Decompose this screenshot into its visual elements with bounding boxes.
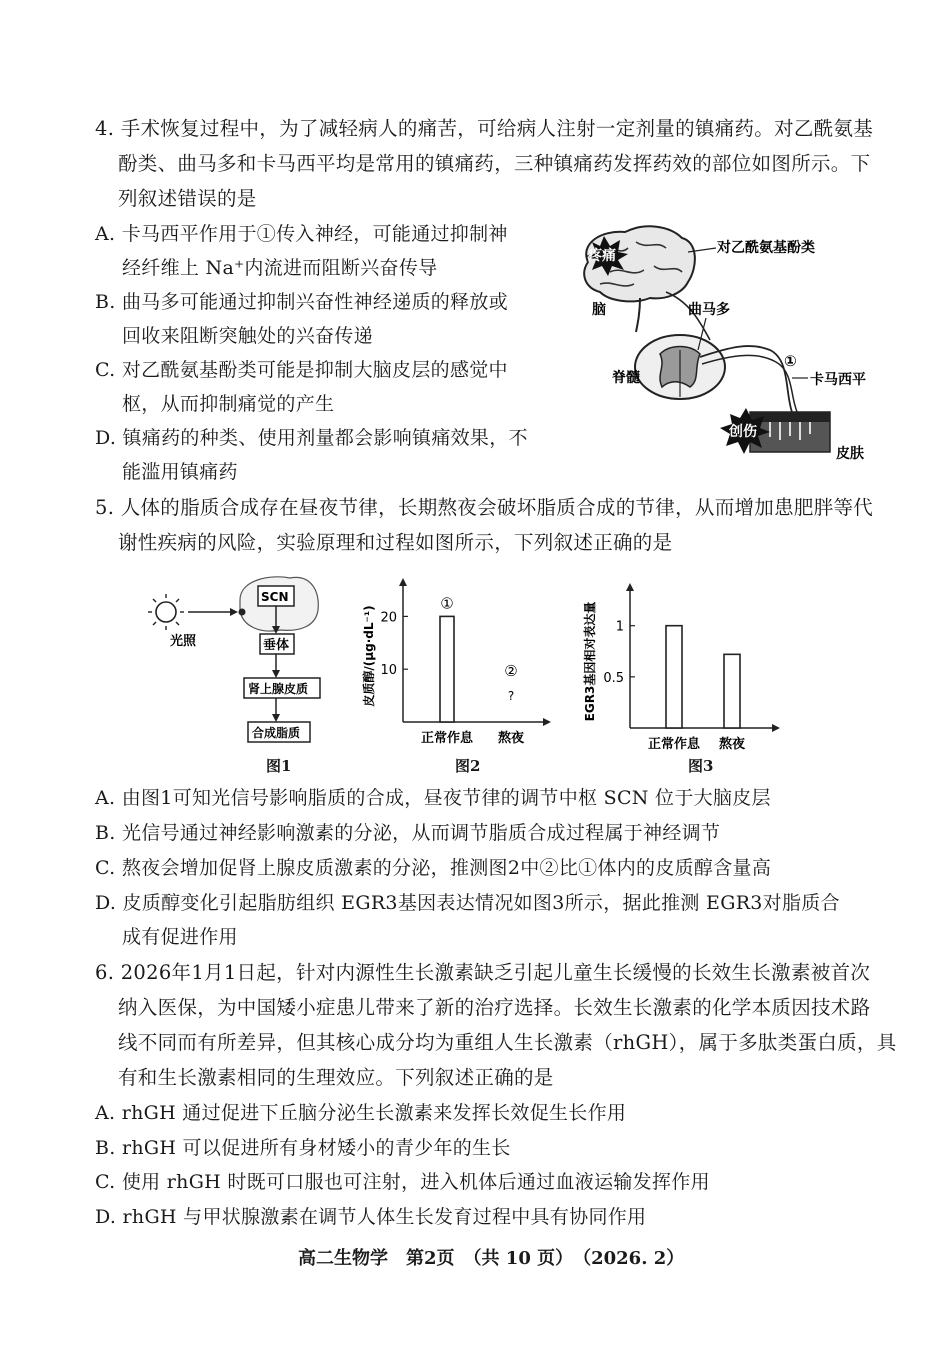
q4-option-b-line-2: 回收来阻断突触处的兴奋传递 [122, 325, 373, 347]
figure-3-caption: 图3 [688, 757, 714, 775]
figure-2-caption: 图2 [455, 757, 481, 775]
skin-label: 皮肤 [836, 446, 864, 462]
q4-stem-line-3: 列叙述错误的是 [118, 187, 257, 210]
q4-option-d-line-1: D. 镇痛药的种类、使用剂量都会影响镇痛效果，不 [95, 427, 528, 449]
x-tick-label: 正常作息 [420, 731, 474, 746]
q5-stem-line-1: 5. 人体的脂质合成存在昼夜节律，长期熬夜会破坏脂质合成的节律，从而增加患肥胖等代 [95, 496, 874, 519]
q4-option-c-line-1: C. 对乙酰氨基酚类可能是抑制大脑皮层的感觉中 [95, 359, 508, 381]
bar [440, 616, 454, 722]
q4-option-c-line-2: 枢，从而抑制痛觉的产生 [122, 393, 335, 415]
q6-stem-line-1: 6. 2026年1月1日起，针对内源性生长激素缺乏引起儿童生长缓慢的长效生长激素被首次 [95, 961, 871, 984]
q4-pain-pathway-figure [570, 222, 890, 467]
figure-3-chart [578, 575, 788, 750]
x-tick-label: 正常作息 [647, 737, 701, 750]
sun-icon [156, 602, 176, 622]
drug-carbamazepine-label: 卡马西平 [810, 372, 866, 388]
circle-1-label: ① [784, 352, 797, 370]
q6-option-a: A. rhGH 通过促进下丘脑分泌生长激素来发挥长效促生长作用 [95, 1102, 627, 1124]
y-tick-label: 0.5 [603, 670, 624, 686]
y-tick-label: 20 [380, 610, 397, 626]
lipid-synthesis-label: 合成脂质 [252, 726, 301, 740]
bar-label: ② [504, 661, 518, 680]
y-axis-arrow [626, 583, 634, 591]
q5-option-c: C. 熬夜会增加促肾上腺皮质激素的分泌，推测图2中②比①体内的皮质醇含量高 [95, 857, 772, 879]
q4-option-d-line-2: 能滥用镇痛药 [122, 461, 238, 483]
bar-label: ① [440, 594, 454, 613]
q6-option-b: B. rhGH 可以促进所有身材矮小的青少年的生长 [95, 1137, 511, 1159]
q5-figure-1-flow [140, 570, 340, 750]
q6-option-c: C. 使用 rhGH 时既可口服也可注射，进入机体后通过血液运输发挥作用 [95, 1171, 710, 1193]
unknown-value-marker: ? [507, 688, 515, 703]
q4-option-b-line-1: B. 曲马多可能通过抑制兴奋性神经递质的释放或 [95, 291, 508, 313]
figure-1-caption: 图1 [266, 757, 292, 775]
q6-stem-line-2: 纳入医保，为中国矮小症患儿带来了新的治疗选择。长效生长激素的化学本质因技术路 [118, 996, 871, 1019]
x-tick-label: 熬夜 [718, 737, 746, 750]
q4-stem-line-1: 4. 手术恢复过程中，为了减轻病人的痛苦，可给病人注射一定剂量的镇痛药。对乙酰氨基 [95, 117, 874, 140]
light-label: 光照 [170, 634, 197, 649]
q6-stem-line-3: 线不同而有所差异，但其核心成分均为重组人生长激素（rhGH），属于多肽类蛋白质，具 [118, 1031, 897, 1054]
wound-label: 创伤 [729, 424, 757, 440]
q5-option-b: B. 光信号通过神经影响激素的分泌，从而调节脂质合成过程属于神经调节 [95, 822, 721, 844]
x-axis-arrow [772, 724, 780, 732]
q5-option-d-line-1: D. 皮质醇变化引起脂肪组织 EGR3基因表达情况如图3所示，据此推测 EGR3对脂质合 [95, 892, 840, 914]
scn-label: SCN [261, 590, 289, 604]
q4-option-a-line-2: 经纤维上 Na⁺内流进而阻断兴奋传导 [122, 257, 438, 279]
spinal-cord-label: 脊髓 [612, 370, 640, 386]
brain-label: 脑 [592, 302, 606, 318]
pain-label: 疼痛 [588, 248, 616, 264]
x-tick-label: 熬夜 [497, 731, 525, 746]
y-tick-label: 1 [615, 619, 624, 635]
y-axis-label: EGR3基因相对表达量 [583, 601, 597, 722]
q5-option-a: A. 由图1可知光信号影响脂质的合成，昼夜节律的调节中枢 SCN 位于大脑皮层 [95, 787, 771, 809]
y-tick-label: 10 [380, 663, 397, 679]
y-axis-label: 皮质醇/(μg·dL⁻¹) [362, 605, 376, 707]
pituitary-label: 垂体 [263, 638, 290, 653]
page-footer: 高二生物学 第2页 （共 10 页） （2026. 2） [298, 1248, 685, 1269]
x-axis-arrow [543, 718, 551, 726]
q4-option-a-line-1: A. 卡马西平作用于①传入神经，可能通过抑制神 [95, 223, 508, 245]
q6-option-d: D. rhGH 与甲状腺激素在调节人体生长发育过程中具有协同作用 [95, 1206, 647, 1228]
bar [666, 626, 682, 728]
adrenal-cortex-label: 肾上腺皮质 [248, 682, 309, 696]
q4-stem-line-2: 酚类、曲马多和卡马西平均是常用的镇痛药，三种镇痛药发挥药效的部位如图所示。下 [118, 152, 871, 175]
y-axis-arrow [399, 578, 407, 586]
q5-option-d-line-2: 成有促进作用 [122, 926, 238, 948]
q5-stem-line-2: 谢性疾病的风险，实验原理和过程如图所示，下列叙述正确的是 [118, 531, 673, 554]
drug-tramadol-label: 曲马多 [688, 302, 730, 318]
figure-2-chart [355, 570, 555, 750]
bar [724, 654, 740, 728]
q6-stem-line-4: 有和生长激素相同的生理效应。下列叙述正确的是 [118, 1066, 554, 1089]
drug-acetaminophen-label: 对乙酰氨基酚类 [717, 240, 815, 256]
